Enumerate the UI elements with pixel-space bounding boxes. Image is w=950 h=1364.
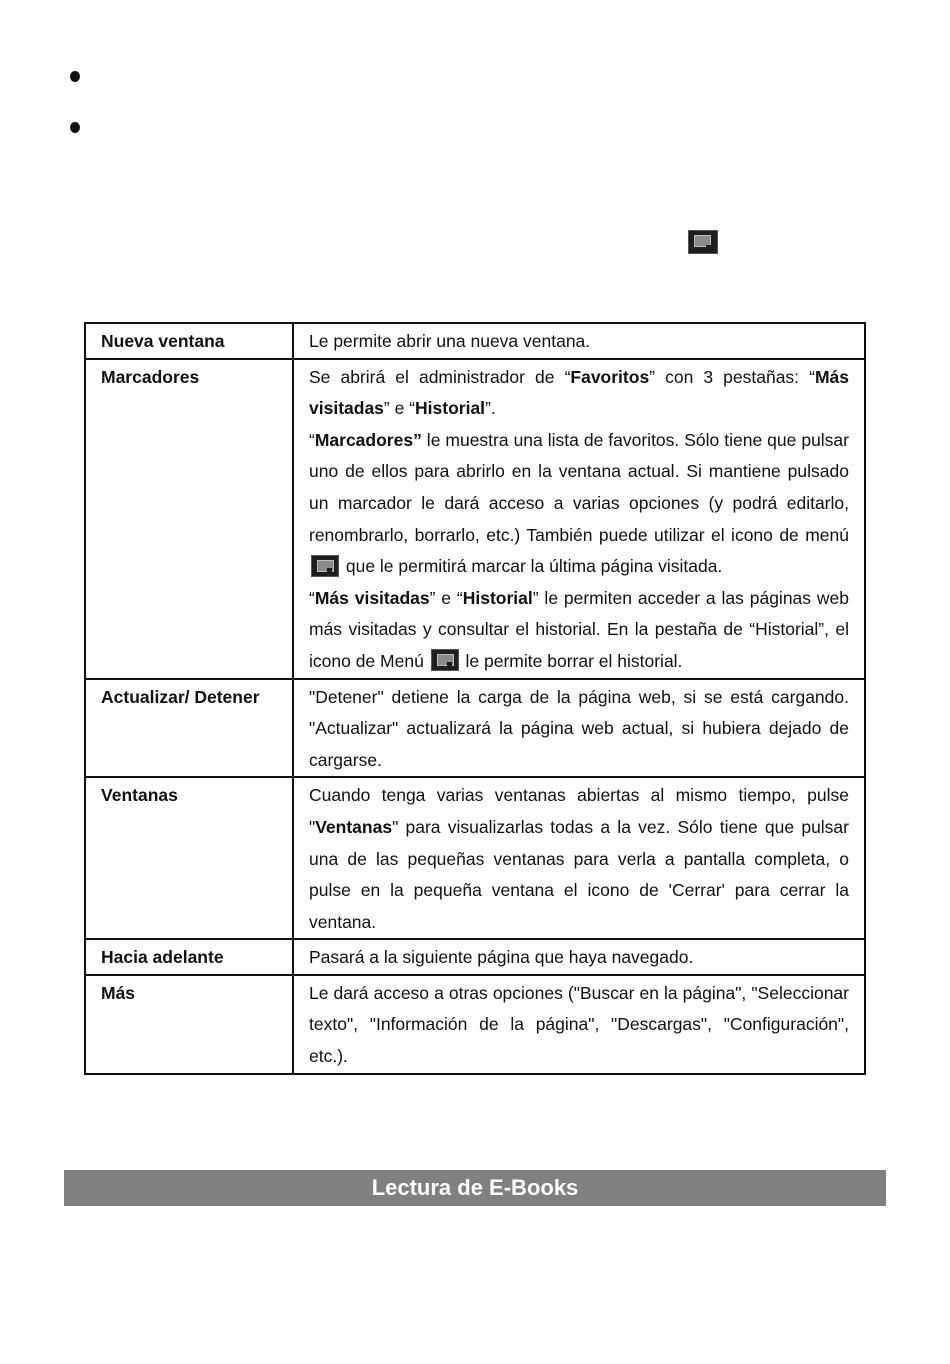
description-paragraph (309, 978, 849, 1073)
section-title: Lectura de E-Books (371, 1175, 579, 1200)
feature-description (293, 359, 865, 679)
text-segment: le permite borrar el historial. (460, 650, 683, 671)
text-segment: le muestra una lista de favoritos. Sólo tiene que pulsar uno de ellos para abrirlo en la ventana actual. Si mantiene pulsado un marcador le dará acceso a varias opciones (y podrá editarlo, renombrarlo, borrarlo, etc.) También puede utilizar el icono de menú (309, 429, 849, 545)
feature-table (84, 322, 866, 1075)
text-segment: Le dará acceso a otras opciones ("Buscar en la página", "Seleccionar texto", "Información de la página", "Descargas", "Configuración", etc.). (309, 982, 849, 1067)
bold-term: Historial (415, 398, 486, 419)
description-paragraph (309, 583, 849, 678)
feature-table-body (85, 323, 865, 1074)
feature-term: Marcadores (85, 359, 293, 679)
feature-description (293, 323, 865, 359)
feature-description (293, 975, 865, 1074)
feature-term: Nueva ventana (85, 323, 293, 359)
text-segment: "Detener" detiene la carga de la página web, si se está cargando. "Actualizar" actualizará la página web actual, si hubiera dejado de cargarse. (309, 686, 849, 770)
text-segment: “ (309, 587, 315, 608)
text-segment: Se abrirá el administrador de “ (309, 366, 571, 387)
bold-term: Ventanas (315, 816, 393, 837)
text-segment: Pasará a la siguiente página que haya navegado. (309, 947, 694, 968)
text-segment: Cuando tenga varias ventanas abiertas al mismo tiempo, pulse " (309, 785, 849, 837)
feature-description (293, 679, 865, 778)
description-paragraph (309, 362, 849, 425)
menu-icon (431, 649, 459, 671)
bold-term: Marcadores” (314, 429, 422, 450)
table-row (85, 975, 865, 1074)
description-paragraph (309, 425, 849, 583)
text-segment: ” e “ (383, 398, 416, 419)
bullet-icon (70, 122, 80, 133)
menu-icon (688, 230, 718, 254)
feature-term: Ventanas (85, 777, 293, 939)
text-segment: ” le permiten acceder a las páginas web más visitadas y consultar el historial. En la pestaña de “Historial”, el icono de Menú (309, 587, 849, 671)
description-paragraph (309, 942, 849, 974)
table-row (85, 323, 865, 359)
table-row (85, 939, 865, 975)
text-segment: " para visualizarlas todas a la vez. Sólo tiene que pulsar una de las pequeñas ventanas para verla a pantalla completa, o pulse en la pequeña ventana el icono de 'Cerrar' para cerrar la ventana. (309, 816, 849, 932)
text-segment: que le permitirá marcar la última página visitada. (341, 556, 723, 577)
description-paragraph (309, 780, 849, 938)
bold-term: Más visitadas (314, 587, 430, 608)
table-row (85, 359, 865, 679)
feature-term: Actualizar/ Detener (85, 679, 293, 778)
text-segment: Le permite abrir una nueva ventana. (309, 331, 591, 351)
bold-term: Favoritos (570, 366, 650, 387)
section-heading (64, 1170, 886, 1206)
feature-term: Más (85, 975, 293, 1074)
bold-term: Historial (462, 587, 533, 608)
text-segment: ”. (485, 398, 496, 419)
feature-term: Hacia adelante (85, 939, 293, 975)
bullet-icon (70, 71, 80, 82)
description-paragraph (309, 326, 849, 358)
text-segment: ” e “ (429, 587, 463, 608)
text-segment: “ (309, 429, 315, 450)
description-paragraph (309, 682, 849, 777)
feature-description (293, 777, 865, 939)
bold-term: Más visitadas (309, 366, 849, 419)
menu-icon (311, 555, 339, 577)
text-segment: ” con 3 pestañas: “ (649, 366, 815, 387)
table-row (85, 777, 865, 939)
feature-description (293, 939, 865, 975)
table-row (85, 679, 865, 778)
